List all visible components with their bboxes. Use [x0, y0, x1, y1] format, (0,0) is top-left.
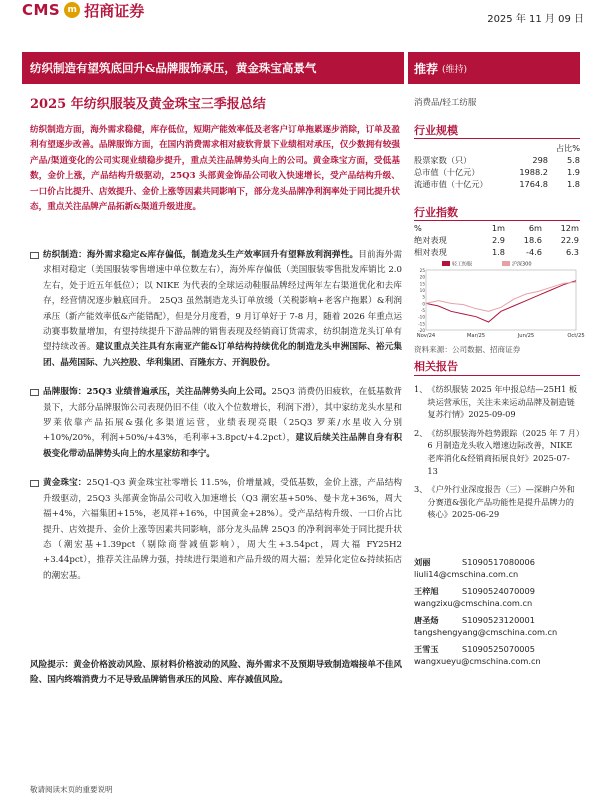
analyst-entry — [414, 614, 580, 638]
analyst-email[interactable]: wangxueyu@cmschina.com.cn — [414, 656, 541, 666]
y-tick-label: 25 — [419, 268, 425, 273]
industry-scale-heading: 行业规模 — [414, 124, 458, 137]
bullet-textile-manufacturing — [30, 248, 402, 371]
row-value: 1988.2 — [519, 167, 548, 177]
company-logo — [22, 0, 144, 20]
y-tick-label: 5 — [422, 294, 425, 300]
bullet-tail: 建议重点关注具有东南亚产能&订单结构持续优化的制造龙头申洲国际、裕元集团、晶苑国际、九兴控股、华利集团、百隆东方、开润股份。 — [43, 342, 402, 368]
chart-frame — [426, 270, 576, 330]
rating-banner — [408, 52, 580, 84]
table-row — [414, 178, 580, 190]
row-label: 流通市值（十亿元） — [414, 178, 488, 189]
report-title: 纺织制造有望筑底回升&品牌服饰承压，黄金珠宝高景气 — [30, 61, 317, 75]
report-link[interactable]: 《户外行业深度报告（三）—深耕户外和分赛道&强化产品功能性是提升品牌力的核心》2025-06-29 — [427, 484, 575, 520]
y-tick-label: -5 — [420, 308, 425, 313]
analyst-name: 王梓旭 — [414, 586, 439, 596]
analyst-cert: S1090525070005 — [462, 644, 535, 654]
legend-label: 沪深300 — [512, 261, 532, 268]
column-header: % — [414, 223, 422, 233]
industry-index-table — [414, 222, 580, 258]
analyst-cert: S1090517080006 — [462, 557, 535, 567]
bullet-body: 25Q1-Q3 黄金珠宝社零增长 11.5%，价增量减，受低基数，金价上涨，产品结构升级驱动，25Q3 头部黄金饰品公司收入加速增长（Q3 潮宏基+50%、曼卡龙+36%，周大福+4%，六福集团+15%，老凤祥+16%，中国黄金+28%）。受产品结构升级、一口价占比提升、店效提升、金价上涨等因素共同影响，部分龙头品牌 25Q3 的净利润率处于同比提升状态（潮宏基+1.39pct（剔除商誉减值影响），周大生+3.54pct，周大福 FY25H2 +3.44pct），推荐关注品牌力强，持续进行渠道和产品升级的周大福；差异化定位&持续拓店的潮宏基。 — [43, 478, 402, 581]
row-value: 1764.8 — [519, 179, 548, 189]
column-header: 12m — [560, 223, 579, 233]
analyst-email[interactable]: tangshengyang@cmschina.com.cn — [414, 627, 558, 637]
cell-12m: 6.3 — [565, 247, 579, 257]
table-row — [414, 166, 580, 178]
bullet-body: 25Q3 消费仍旧疲软，在低基数背景下，大部分品牌服饰公司表现仍旧不佳（收入个位数增长，利润下滑），其中家纺龙头水星和罗莱依靠产品拓展&强化多渠道运营，业绩表现亮眼（25Q3 罗莱/水星收入分别+10%/20%，利润+50%/+43%，毛利率+3.8pct/+4.2pct）， — [43, 387, 402, 444]
cell-1m: 2.9 — [491, 235, 505, 245]
bullet-head: 品牌服饰：25Q3 业绩普遍承压，关注品牌势头向上公司。 — [43, 387, 272, 398]
checkbox-bullet-icon — [30, 389, 39, 396]
y-tick-label: -20 — [418, 328, 425, 333]
table-row — [414, 246, 580, 258]
analyst-name: 刘丽 — [414, 557, 431, 567]
analyst-entry — [414, 556, 580, 580]
logo-chinese: 招商证券 — [84, 1, 145, 20]
analyst-email[interactable]: liuli14@cmschina.com.cn — [414, 569, 519, 579]
bullet-gold-jewelry — [30, 476, 402, 584]
cell-1m: 1.8 — [491, 247, 505, 257]
analyst-cert: S1090523120001 — [462, 615, 535, 625]
y-tick-label: -15 — [418, 321, 425, 327]
row-value: 298 — [532, 155, 548, 165]
row-pct: 5.8 — [566, 155, 580, 165]
related-reports-list — [414, 383, 580, 527]
risk-warning: 风险提示：黄金价格波动风险、原材料价格波动的风险、海外需求不及预期导致制造端接单不佳风险、国内终端消费力不足导致品牌销售承压的风险、库存减值风险。 — [30, 660, 402, 686]
section-divider — [414, 375, 580, 376]
report-subtitle: 2025 年纺织服装及黄金珠宝三季报总结 — [30, 97, 266, 112]
analyst-name: 王雪玉 — [414, 644, 439, 654]
bullet-body: 目前海外需求相对稳定（美国服装零售增速中单位数左右），海外库存偏低（美国服装零售批发库销比 2.0 左右，处于近五年低位）；以 NIKE 为代表的全球运动鞋服品牌经过两年左右渠道优化和去库存，经营情况逐步触底回升。 25Q3 虽然制造龙头订单放缓（关税影响+老客户拖累）&利润承压（新产能效率低&产能错配），但是分月度看，9 月订单好于 7-8 月，随着 2026 年重点运动赛事数量增加，有望持续提升下游品牌的销售表现及经销商订货需求，纺织制造龙头订单有望持续改善。 — [43, 250, 402, 353]
cell-6m: -4.6 — [526, 247, 542, 257]
report-link[interactable]: 《纺织服装 2025 年中报总结—25H1 板块运营承压，关注未来运动品牌及制造链复苏行情》2025-09-09 — [427, 384, 578, 420]
analyst-email[interactable]: wangzixu@cmschina.com.cn — [414, 598, 533, 608]
report-date: 2025 年 11 月 09 日 — [487, 14, 584, 25]
x-tick-label: Mar/25 — [466, 333, 486, 339]
report-title-banner — [22, 52, 404, 84]
bullet-head: 纺织制造：海外需求稳定&库存偏低，制造龙头生产效率回升有望释放利润弹性。 — [43, 250, 359, 260]
table-row — [414, 154, 580, 166]
cell-6m: 18.6 — [523, 235, 542, 245]
checkbox-bullet-icon — [30, 252, 39, 259]
index-line-chart — [414, 258, 585, 342]
summary-paragraph: 纺织制造方面，海外需求稳健，库存低位，短期产能效率低及老客户订单拖累逐步消除，订单及盈利有望逐步改善。品牌服饰方面，在国内消费需求相对疲软背景下业绩相对承压，仅少数拥有较强产品/渠道变化的公司实现业绩稳步提升，重点关注品牌势头向上的公司。黄金珠宝方面，受低基数，金价上涨，产品结构升级驱动，25Q3 头部黄金饰品公司收入快速增长，受产品结构升级、一口价占比提升、店效提升、金价上涨等因素共同影响下，部分龙头品牌净利润率处于同比提升状态，重点关注品牌产品拓新&渠道升级进度。 — [30, 125, 400, 213]
rating-label: 推荐 — [414, 61, 439, 76]
y-tick-label: 10 — [419, 288, 425, 293]
table-header-row — [414, 142, 580, 154]
related-report-item[interactable] — [414, 427, 580, 477]
row-label: 相对表现 — [414, 246, 447, 257]
row-label: 绝对表现 — [414, 234, 447, 245]
y-tick-label: 20 — [419, 274, 425, 280]
row-pct: 1.9 — [566, 167, 580, 177]
section-divider — [414, 138, 580, 139]
report-number: 3、 — [414, 484, 428, 495]
row-pct: 1.8 — [566, 179, 580, 189]
bullet-tail: 建议后续关注品牌自身有积极变化带动品牌势头向上的水星家纺和李宁。 — [43, 433, 402, 459]
industry-tag: 消费品/轻工纺服 — [414, 98, 477, 108]
y-tick-label: 15 — [419, 281, 425, 287]
legend-label: 轻工纺服 — [452, 261, 473, 268]
related-reports-heading: 相关报告 — [414, 360, 458, 373]
series-line-csi300 — [426, 282, 576, 311]
legend-swatch — [502, 261, 510, 266]
industry-index-heading: 行业指数 — [414, 206, 458, 219]
bullet-brand-apparel — [30, 385, 402, 462]
chart-source: 资料来源：公司数据、招商证券 — [414, 345, 521, 354]
legend-swatch — [442, 261, 450, 266]
column-header: 6m — [528, 223, 542, 233]
analyst-cert: S1090524070009 — [462, 586, 535, 596]
analyst-entry — [414, 585, 580, 609]
related-report-item[interactable] — [414, 483, 580, 521]
cell-12m: 22.9 — [560, 235, 579, 245]
industry-scale-table — [414, 142, 580, 190]
x-tick-label: Jun/25 — [517, 333, 535, 339]
rating-note: (维持) — [442, 64, 468, 75]
logo-badge-icon: m — [64, 2, 80, 18]
analyst-list — [414, 556, 580, 672]
row-label: 总市值（十亿元） — [414, 166, 480, 177]
bullet-list — [30, 248, 402, 598]
related-report-item[interactable] — [414, 383, 580, 421]
x-tick-label: Nov/24 — [416, 333, 436, 339]
y-tick-label: -10 — [418, 314, 425, 320]
x-tick-label: Oct/25 — [567, 333, 585, 339]
checkbox-bullet-icon — [30, 480, 39, 487]
footer-note: 敬请阅读末页的重要说明 — [30, 785, 113, 794]
logo-latin: CMS — [22, 1, 61, 19]
report-number: 2、 — [414, 427, 428, 438]
analyst-entry — [414, 643, 580, 667]
bullet-head: 黄金珠宝： — [43, 478, 87, 489]
report-number: 1、 — [414, 384, 428, 394]
column-header: 占比% — [555, 142, 580, 153]
table-row — [414, 234, 580, 246]
table-header-row — [414, 222, 580, 234]
analyst-name: 唐圣炀 — [414, 615, 439, 625]
column-header: 1m — [491, 223, 505, 233]
row-label: 股票家数（只） — [414, 154, 472, 165]
section-divider — [414, 220, 580, 221]
y-tick-label: 0 — [422, 301, 425, 307]
report-link[interactable]: 《纺织服装海外趋势跟踪（2025 年 7 月）6 月制造龙头收入增速边际改善，NIKE 老库消化&经销商拓展良好》2025-07-13 — [427, 427, 580, 476]
